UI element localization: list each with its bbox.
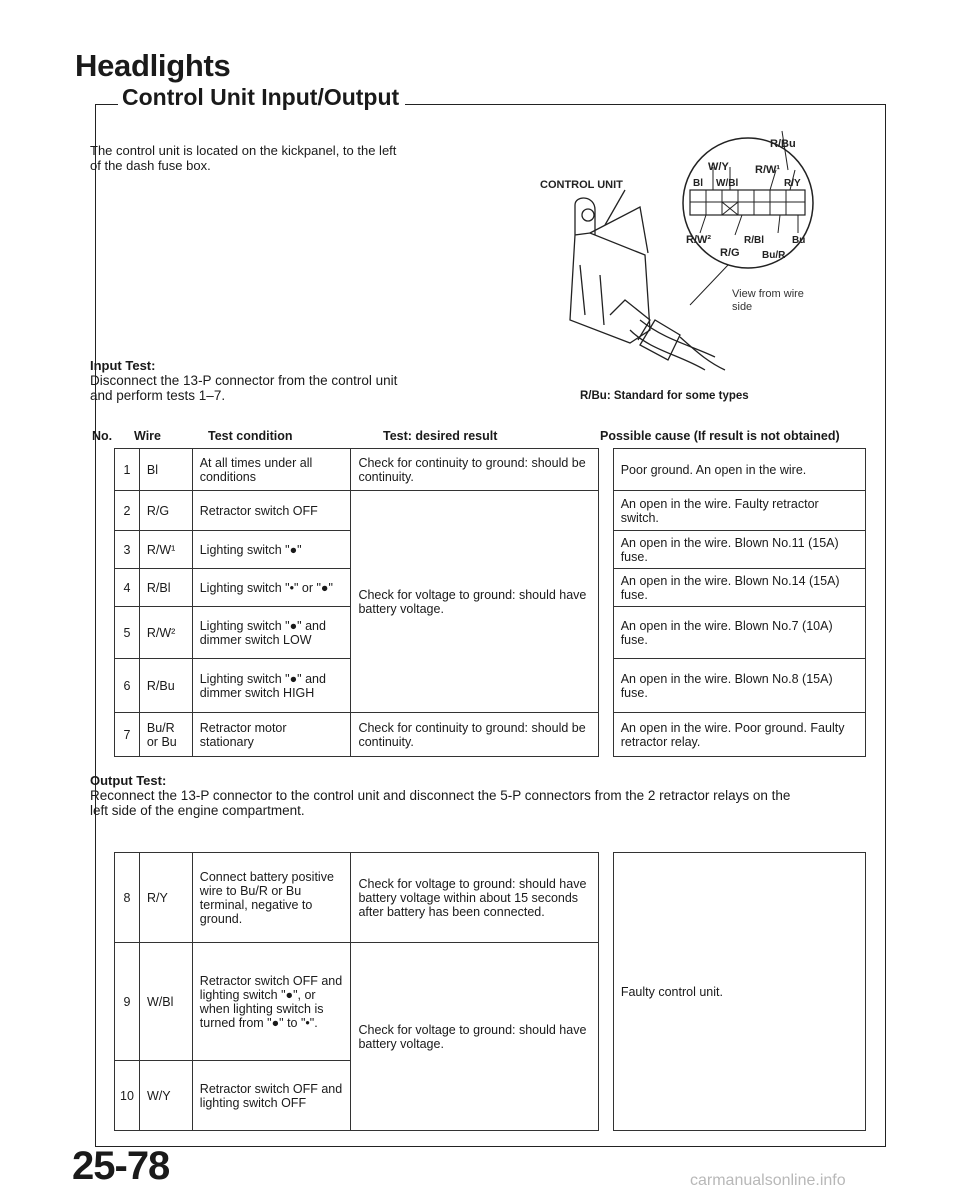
input-test-block xyxy=(90,358,397,403)
row-wire: R/Y xyxy=(139,853,192,943)
row-cause: An open in the wire. Poor ground. Faulty retractor relay. xyxy=(613,713,865,757)
section-frame-bottom xyxy=(95,1146,886,1147)
row-wire: R/W² xyxy=(139,607,192,659)
row-wire: Bu/R or Bu xyxy=(139,713,192,757)
row-number: 9 xyxy=(115,943,140,1061)
row-number: 6 xyxy=(115,659,140,713)
row-condition: Retractor switch OFF and lighting switch OFF xyxy=(192,1061,351,1131)
row-cause: An open in the wire. Blown No.7 (10A) fuse. xyxy=(613,607,865,659)
control-unit-diagram xyxy=(530,115,850,385)
input-test-table xyxy=(114,448,866,757)
row-result: Check for voltage to ground: should have battery voltage within about 15 seconds after battery has been connected. xyxy=(351,853,599,943)
column-header-cause: Possible cause (If result is not obtained) xyxy=(600,429,840,443)
row-result: Check for continuity to ground: should be continuity. xyxy=(351,713,598,757)
location-note: The control unit is located on the kickpanel, to the left of the dash fuse box. xyxy=(90,143,397,173)
section-title: Control Unit Input/Output xyxy=(118,84,405,111)
row-number: 5 xyxy=(115,607,140,659)
row-condition: Lighting switch "●" and dimmer switch HIGH xyxy=(192,659,351,713)
column-header-no: No. xyxy=(92,429,113,443)
row-number: 8 xyxy=(115,853,140,943)
row-cause-merged: Faulty control unit. xyxy=(613,853,865,1131)
output-test-line-1: Reconnect the 13-P connector to the control unit and disconnect the 5-P connectors from the 2 retractor relays on the xyxy=(90,788,791,803)
diagram-note: R/Bu: Standard for some types xyxy=(580,390,749,402)
pin-label-rbl: R/Bl xyxy=(744,235,764,246)
row-condition: Lighting switch "•" or "●" xyxy=(192,569,351,607)
row-wire: W/Y xyxy=(139,1061,192,1131)
row-cause: An open in the wire. Blown No.11 (15A) fuse. xyxy=(613,531,865,569)
control-unit-label: CONTROL UNIT xyxy=(540,179,623,191)
row-cause: An open in the wire. Blown No.14 (15A) fuse. xyxy=(613,569,865,607)
row-cause: Poor ground. An open in the wire. xyxy=(613,449,865,491)
watermark: carmanualsonline.info xyxy=(690,1172,846,1189)
row-condition: Retractor motor stationary xyxy=(192,713,351,757)
output-test-block xyxy=(90,773,790,818)
row-cause: An open in the wire. Faulty retractor switch. xyxy=(613,491,865,531)
table-row xyxy=(115,449,866,491)
row-wire: R/G xyxy=(139,491,192,531)
row-condition: Retractor switch OFF xyxy=(192,491,351,531)
table-row xyxy=(115,491,866,531)
row-number: 2 xyxy=(115,491,140,531)
row-wire: R/Bl xyxy=(139,569,192,607)
pin-label-rw1: R/W¹ xyxy=(755,164,781,176)
row-wire: W/Bl xyxy=(139,943,192,1061)
control-unit-illustration xyxy=(570,190,725,370)
pin-label-bu: Bu xyxy=(792,235,806,246)
pin-label-rw2: R/W² xyxy=(686,234,712,246)
row-cause: An open in the wire. Blown No.8 (15A) fuse. xyxy=(613,659,865,713)
pin-label-rbu-top: R/Bu xyxy=(770,138,796,150)
pin-label-rg: R/G xyxy=(720,247,740,259)
output-test-line-2: left side of the engine compartment. xyxy=(90,803,305,818)
row-condition: Connect battery positive wire to Bu/R or Bu terminal, negative to ground. xyxy=(192,853,351,943)
view-label-line-2: side xyxy=(732,301,753,313)
table-row xyxy=(115,713,866,757)
section-frame-left xyxy=(95,104,96,1146)
connector-face xyxy=(683,131,813,305)
row-result: Check for continuity to ground: should be continuity. xyxy=(351,449,598,491)
row-wire: Bl xyxy=(139,449,192,491)
row-condition: Lighting switch "●" and dimmer switch LOW xyxy=(192,607,351,659)
output-test-title: Output Test: xyxy=(90,773,167,788)
page-title: Headlights xyxy=(75,48,231,83)
row-number: 7 xyxy=(115,713,140,757)
input-test-line-1: Disconnect the 13-P connector from the control unit xyxy=(90,373,398,388)
column-header-wire: Wire xyxy=(134,429,161,443)
output-test-table xyxy=(114,852,866,1131)
row-result-merged: Check for voltage to ground: should have battery voltage. xyxy=(351,491,598,713)
row-number: 4 xyxy=(115,569,140,607)
pin-label-wbl: W/Bl xyxy=(716,178,739,189)
table-row xyxy=(115,853,866,943)
pin-label-wy: W/Y xyxy=(708,161,729,173)
input-test-title: Input Test: xyxy=(90,358,156,373)
section-frame-right xyxy=(885,104,886,1146)
row-number: 10 xyxy=(115,1061,140,1131)
row-wire: R/Bu xyxy=(139,659,192,713)
pin-label-bl: Bl xyxy=(693,178,703,189)
row-condition: Retractor switch OFF and lighting switch "●", or when lighting switch is turned from "●" to "•". xyxy=(192,943,351,1061)
column-header-result: Test: desired result xyxy=(383,429,498,443)
column-header-condition: Test condition xyxy=(208,429,293,443)
row-number: 1 xyxy=(115,449,140,491)
row-number: 3 xyxy=(115,531,140,569)
view-label-line-1: View from wire xyxy=(732,288,804,300)
row-wire: R/W¹ xyxy=(139,531,192,569)
page-number: 25-78 xyxy=(72,1144,170,1188)
pin-label-bur: Bu/R xyxy=(762,250,786,261)
row-result-merged: Check for voltage to ground: should have battery voltage. xyxy=(351,943,599,1131)
input-test-line-2: and perform tests 1–7. xyxy=(90,388,226,403)
row-condition: At all times under all conditions xyxy=(192,449,351,491)
pin-label-ry: R/Y xyxy=(784,178,801,189)
row-condition: Lighting switch "●" xyxy=(192,531,351,569)
